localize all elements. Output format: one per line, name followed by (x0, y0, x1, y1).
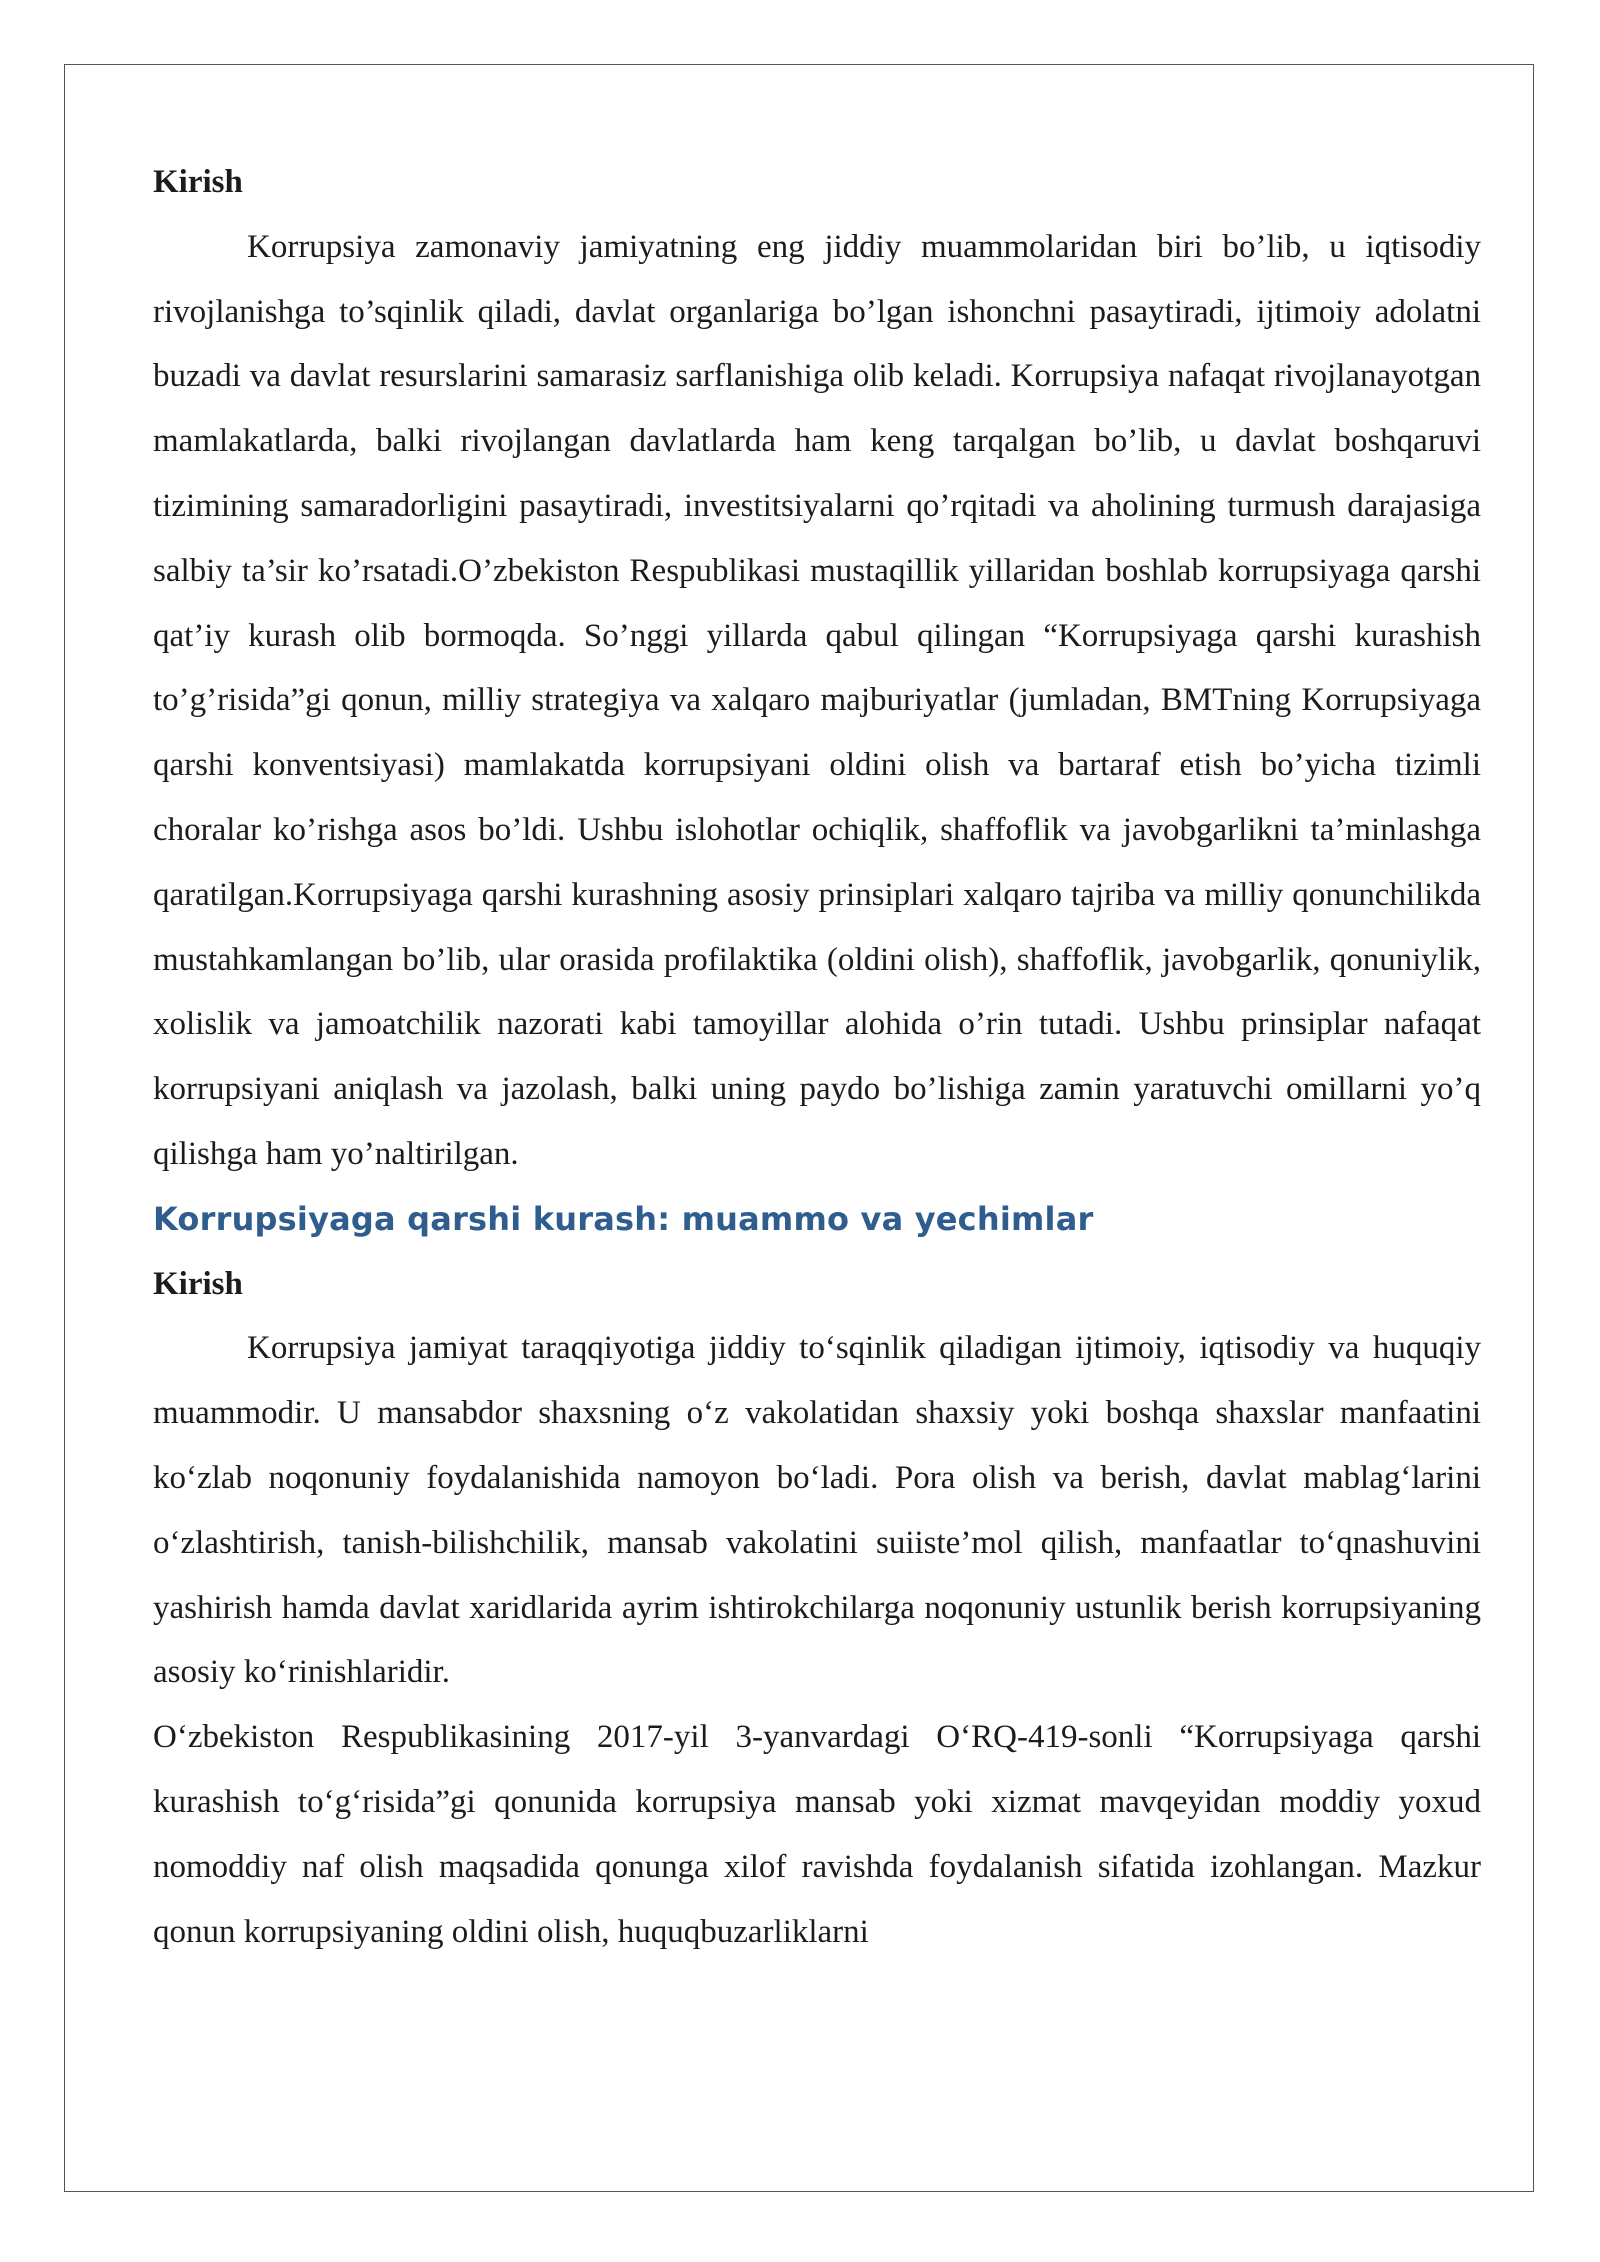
document-body (153, 150, 1481, 1964)
section-title: Korrupsiyaga qarshi kurash: muammo va yechimlar (153, 1199, 1094, 1238)
heading-kirish-2: Kirish (153, 1265, 243, 1302)
heading-kirish-1: Kirish (153, 164, 243, 200)
intro-paragraph: Korrupsiya zamonaviy jamiyatning eng jiddiy muammolaridan biri bo’lib, u iqtisodiy rivojlanishga to’sqinlik qiladi, davlat organlariga bo’lgan ishonchni pasaytiradi, ijtimoiy adolatni buzadi va davlat resurslarini samarasiz sarflanishiga olib keladi. Korrupsiya nafaqat rivojlanayotgan mamlakatlarda, balki rivojlangan davlatlarda ham keng tarqalgan bo’lib, u davlat boshqaruvi tizimining samaradorligini pasaytiradi, investitsiyalarni qo’rqitadi va aholining turmush darajasiga salbiy ta’sir ko’rsatadi.O’zbekiston Respublikasi mustaqillik yillaridan boshlab korrupsiyaga qarshi qat’iy kurash olib bormoqda. So’nggi yillarda qabul qilingan “Korrupsiyaga qarshi kurashish to’g’risida”gi qonun, milliy strategiya va xalqaro majburiyatlar (jumladan, BMTning Korrupsiyaga qarshi konventsiyasi) mamlakatda korrupsiyani oldini olish va bartaraf etish bo’yicha tizimli choralar ko’rishga asos bo’ldi. Ushbu islohotlar ochiqlik, shaffoflik va javobgarlikni ta’minlashga qaratilgan.Korrupsiyaga qarshi kurashning asosiy prinsiplari xalqaro tajriba va milliy qonunchilikda mustahkamlangan bo’lib, ular orasida profilaktika (oldini olish), shaffoflik, javobgarlik, qonuniylik, xolislik va jamoatchilik nazorati kabi tamoyillar alohida o’rin tutadi. Ushbu prinsiplar nafaqat korrupsiyani aniqlash va jazolash, balki uning paydo bo’lishiga zamin yaratuvchi omillarni yo’q qilishga ham yo’naltirilgan. (153, 228, 1481, 1172)
paragraph-law: O‘zbekiston Respublikasining 2017-yil 3-yanvardagi O‘RQ-419-sonli “Korrupsiyaga qarshi kurashish to‘g‘risida”gi qonunida korrupsiya mansab yoki xizmat mavqeyidan moddiy yoxud nomoddiy naf olish maqsadida qonunga xilof ravishda foydalanish sifatida izohlangan. Mazkur qonun korrupsiyaning oldini olish, huquqbuzarliklarni (153, 1719, 1481, 1950)
paragraph-definition: Korrupsiya jamiyat taraqqiyotiga jiddiy to‘sqinlik qiladigan ijtimoiy, iqtisodiy va huquqiy muammodir. U mansabdor shaxsning o‘z vakolatidan shaxsiy yoki boshqa shaxslar manfaatini ko‘zlab noqonuniy foydalanishida namoyon bo‘ladi. Pora olish va berish, davlat mablag‘larini o‘zlashtirish, tanish-bilishchilik, mansab vakolatini suiiste’mol qilish, manfaatlar to‘qnashuvini yashirish hamda davlat xaridlarida ayrim ishtirokchilarga noqonuniy ustunlik berish korrupsiyaning asosiy ko‘rinishlaridir. (153, 1330, 1481, 1691)
